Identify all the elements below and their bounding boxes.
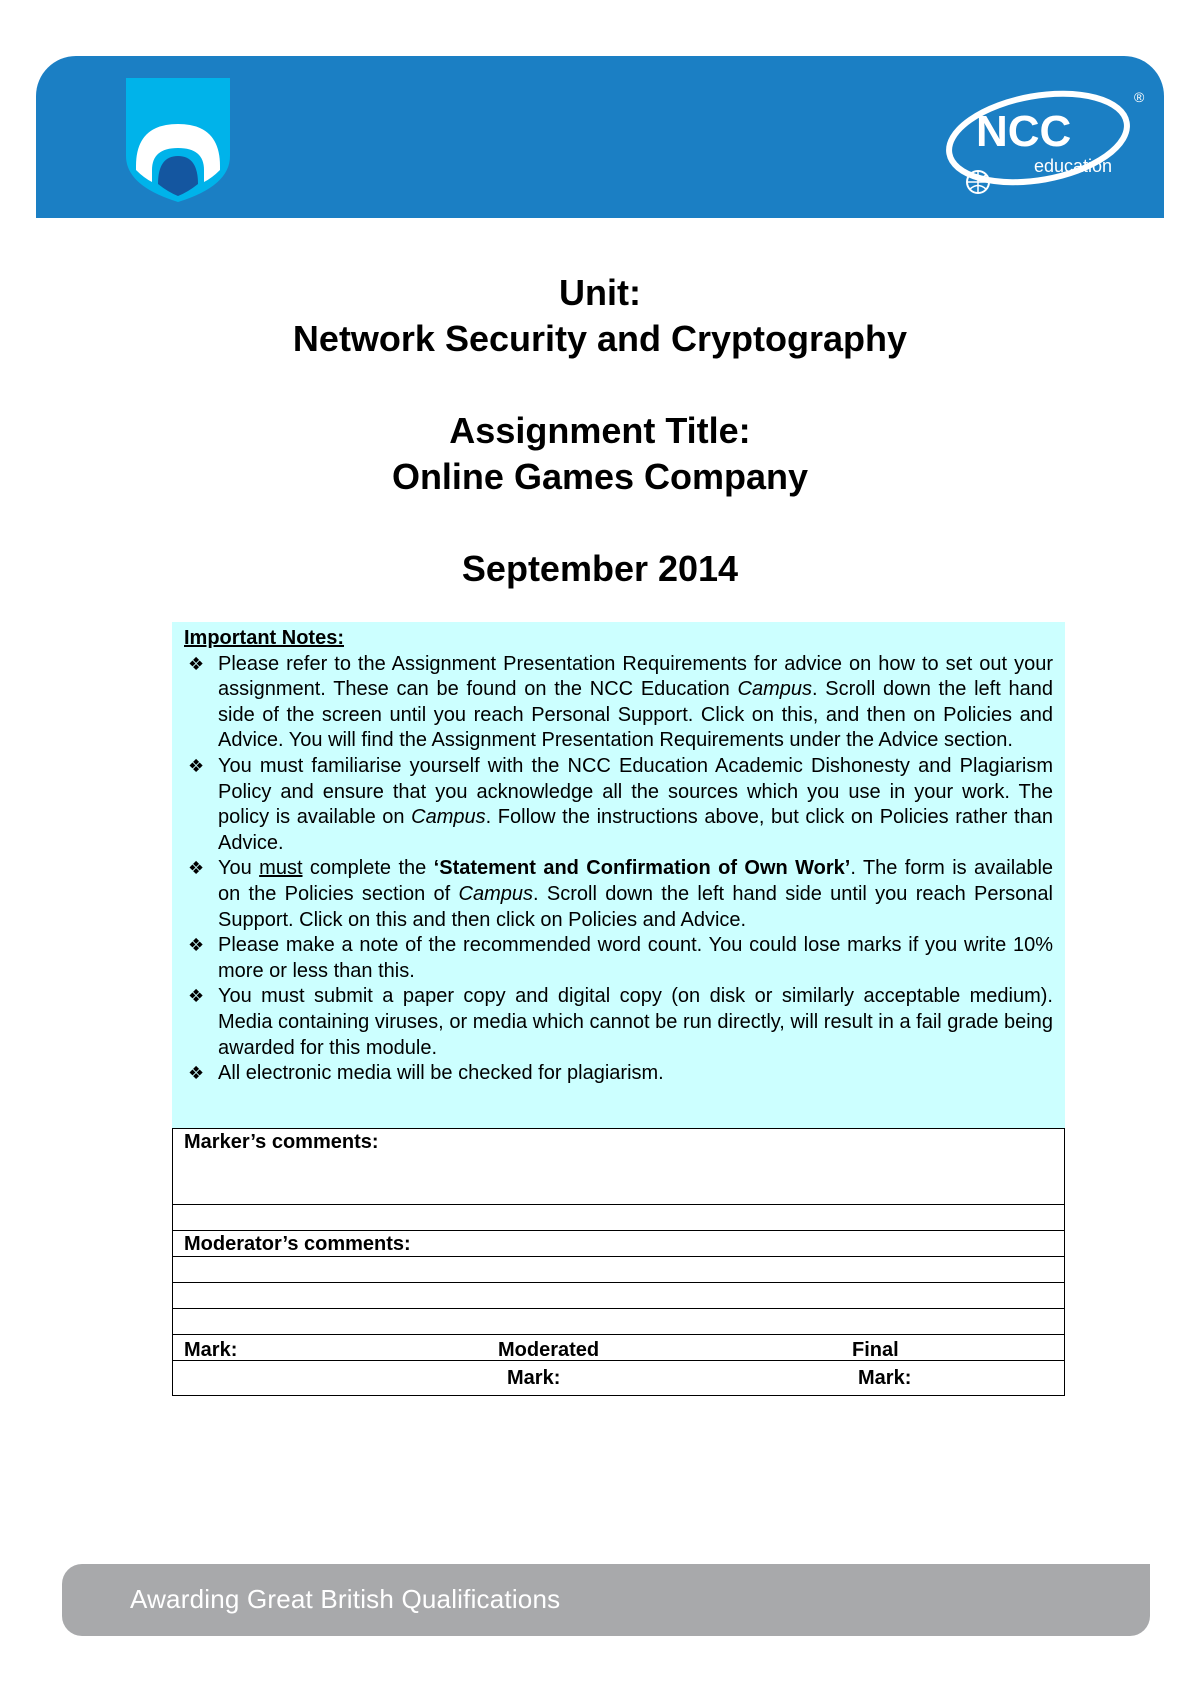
logo-subtext: education <box>1034 156 1113 176</box>
moderator-comments-label: Moderator’s comments: <box>184 1233 411 1255</box>
unit-name: Network Security and Cryptography <box>292 318 908 359</box>
notes-list <box>184 652 1053 1087</box>
bullet-icon: ❖ <box>188 935 205 956</box>
title-block <box>0 270 1200 592</box>
university-shield-logo <box>126 78 230 202</box>
list-item: ❖ All electronic media will be checked for plagiarism. <box>184 1061 1053 1087</box>
registered-mark: ® <box>1134 89 1145 105</box>
list-item: ❖ Please make a note of the recommended word count. You could lose marks if you write 10% more or less than this. <box>188 934 1053 982</box>
moderated-mark-label: Mark: <box>507 1367 561 1389</box>
list-item: ❖ You must complete the ‘Statement and Confirmation of Own Work’. The form is available on the Policies section of Campus. Scroll down the left hand side until you reach Personal Support. Click on this and then click on Policies and Advice. <box>188 857 1054 931</box>
bullet-icon: ❖ <box>188 858 205 879</box>
assignment-label: Assignment Title: <box>449 410 751 451</box>
notes-heading: Important Notes: <box>184 627 344 649</box>
assignment-name: Online Games Company <box>391 456 809 497</box>
bullet-icon: ❖ <box>188 653 205 674</box>
mark-label: Mark: <box>184 1339 238 1361</box>
final-mark-label: Mark: <box>858 1367 912 1389</box>
bullet-icon: ❖ <box>188 755 205 776</box>
important-notes <box>172 622 1065 1129</box>
final-label: Final <box>852 1339 899 1361</box>
bullet-icon: ❖ <box>188 986 205 1007</box>
assignment-date: September 2014 <box>461 548 739 589</box>
header-band <box>36 56 1164 218</box>
unit-label: Unit: <box>559 272 641 313</box>
marker-comments-label: Marker’s comments: <box>184 1131 379 1153</box>
moderated-label: Moderated <box>498 1339 600 1361</box>
list-item: ❖ You must familiarise yourself with the NCC Education Academic Dishonesty and Plagiarism Policy and ensure that you acknowledge all the sources which you use in your work. The policy is available on Campus. Follow the instructions above, but click on Policies rather than Advice. <box>188 754 1053 854</box>
bullet-icon: ❖ <box>188 1063 205 1084</box>
logo-text: NCC <box>976 107 1072 156</box>
list-item: ❖ Please refer to the Assignment Presentation Requirements for advice on how to set out your assignment. These can be found on the NCC Education Campus. Scroll down the left hand side of the screen until you reach Personal Support. Click on this, and then on Policies and Advice. You will find the Assignment Presentation Requirements under the Advice section. <box>188 652 1053 752</box>
footer-band <box>62 1564 1150 1636</box>
list-item: ❖ You must submit a paper copy and digital copy (on disk or similarly acceptable medium). Media containing viruses, or media which cannot be run directly, will result in a fail grade being awarded for this module. <box>188 985 1053 1059</box>
ncc-education-logo <box>938 84 1158 194</box>
footer-tagline: Awarding Great British Qualifications <box>130 1584 561 1614</box>
